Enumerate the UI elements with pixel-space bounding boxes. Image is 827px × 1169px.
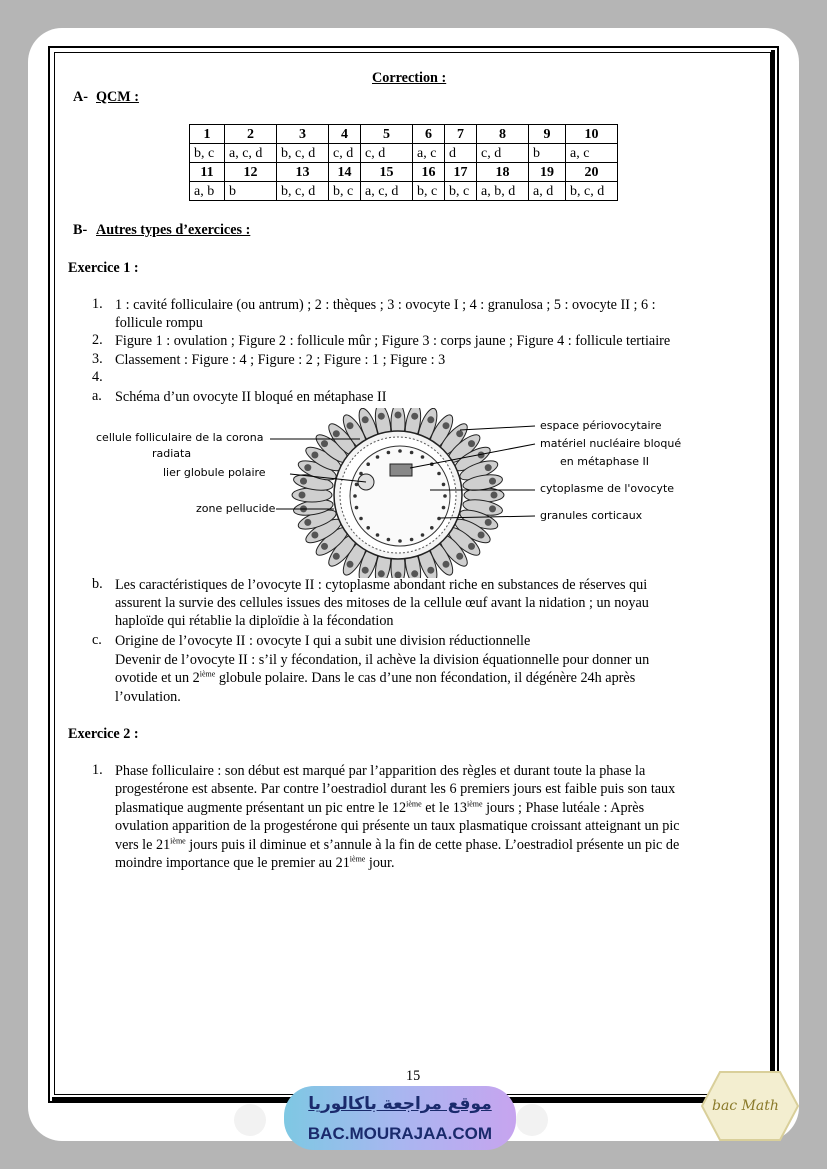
cortical-granule xyxy=(430,526,434,530)
qcm-num: 17 xyxy=(445,163,477,182)
corona-cell-nucleus xyxy=(489,505,496,512)
cortical-granule xyxy=(421,455,425,459)
footer-logo-left xyxy=(234,1104,266,1136)
qcm-answer: b, c xyxy=(445,182,477,201)
footer-arabic-text[interactable]: موقع مراجعة باكالوريا xyxy=(308,1094,492,1114)
qcm-header-row-1 xyxy=(190,125,618,144)
qcm-num: 15 xyxy=(361,163,413,182)
qcm-num: 14 xyxy=(329,163,361,182)
cortical-granule xyxy=(376,455,380,459)
corona-cell-nucleus xyxy=(321,543,328,550)
section-b-title: Autres types d’exercices : xyxy=(96,222,251,238)
corona-cell-nucleus xyxy=(489,478,496,485)
cortical-granule xyxy=(366,526,370,530)
frame-shadow-right xyxy=(771,50,775,1101)
corona-cell-nucleus xyxy=(395,412,402,419)
qcm-header-row-2 xyxy=(190,163,618,182)
text-part: plasmatique augmente présentant un pic entre le 12 xyxy=(115,800,407,816)
exercise-2-title: Exercice 2 : xyxy=(68,726,139,742)
qcm-answer-row-1 xyxy=(190,144,618,163)
list-number: 2. xyxy=(92,332,103,348)
list-letter: c. xyxy=(92,632,102,648)
list-number: 1. xyxy=(92,762,103,778)
section-b-label: B- xyxy=(73,222,88,238)
corona-cell-nucleus xyxy=(378,413,385,420)
corona-cell-nucleus xyxy=(333,553,340,560)
text-part: jour. xyxy=(365,855,395,871)
ex1-item1-line2: follicule rompu xyxy=(115,315,203,331)
qcm-answer: c, d xyxy=(329,144,361,163)
qcm-answer-row-2 xyxy=(190,182,618,201)
qcm-num: 13 xyxy=(277,163,329,182)
ex2-line6 xyxy=(115,854,395,873)
cortical-granule xyxy=(398,449,402,453)
qcm-num: 10 xyxy=(566,125,618,144)
qcm-answer: a, c, d xyxy=(361,182,413,201)
text-part: jours ; Phase lutéale : Après xyxy=(482,800,645,816)
cortical-granule xyxy=(387,451,391,455)
ex2-line5 xyxy=(115,836,679,855)
cortical-granule xyxy=(366,462,370,466)
qcm-num: 7 xyxy=(445,125,477,144)
cortical-granule xyxy=(437,517,441,521)
corona-cell-nucleus xyxy=(347,422,354,429)
corona-cell-nucleus xyxy=(443,561,450,568)
qcm-answer: b, c, d xyxy=(277,144,329,163)
ex1-item-a: Schéma d’un ovocyte II bloqué en métaphase II xyxy=(115,389,387,405)
metaphase-spindle xyxy=(390,464,412,476)
qcm-answer: a, c xyxy=(413,144,445,163)
corona-cell-nucleus xyxy=(304,519,311,526)
corona-cell-nucleus xyxy=(427,416,434,423)
corona-cell-nucleus xyxy=(491,492,498,499)
superscript: ième xyxy=(406,799,422,809)
label-espace: espace périovocytaire xyxy=(540,419,662,432)
ex1-item-c-line4: l’ovulation. xyxy=(115,689,181,705)
ex2-line3 xyxy=(115,799,644,818)
corona-cell-nucleus xyxy=(311,452,318,459)
superscript: ième xyxy=(467,799,483,809)
qcm-answer: b, c xyxy=(190,144,225,163)
page-title: Correction : xyxy=(372,70,447,86)
page-number: 15 xyxy=(406,1068,421,1084)
corona-cell-nucleus xyxy=(468,440,475,447)
ex1-item-c-line3 xyxy=(115,669,635,688)
qcm-num: 16 xyxy=(413,163,445,182)
qcm-num: 1 xyxy=(190,125,225,144)
text-part: vers le 21 xyxy=(115,837,171,853)
corona-cell-nucleus xyxy=(333,430,340,437)
qcm-num: 6 xyxy=(413,125,445,144)
corona-cell-nucleus xyxy=(321,440,328,447)
corona-cell-nucleus xyxy=(362,567,369,574)
label-globule: lier globule polaire xyxy=(163,466,266,479)
corona-cell-nucleus xyxy=(485,519,492,526)
cytoplasm xyxy=(350,446,450,546)
cortical-granule xyxy=(359,517,363,521)
qcm-answer: a, c xyxy=(566,144,618,163)
qcm-answer: b, c xyxy=(329,182,361,201)
qcm-answer: a, b xyxy=(190,182,225,201)
qcm-num: 20 xyxy=(566,163,618,182)
text-part: jours puis il diminue et s’annule à la fin de cette phase. L’oestradiol présente un pic de xyxy=(185,837,680,853)
qcm-answer: a, c, d xyxy=(225,144,277,163)
cortical-granule xyxy=(398,539,402,543)
label-corona-2: radiata xyxy=(152,447,192,460)
corona-cell-nucleus xyxy=(347,561,354,568)
text-part: moindre importance que le premier au 21 xyxy=(115,855,350,871)
corona-cell-nucleus xyxy=(299,492,306,499)
corona-cell-nucleus xyxy=(304,464,311,471)
cortical-granule xyxy=(376,533,380,537)
qcm-answer: b, c xyxy=(413,182,445,201)
list-letter: a. xyxy=(92,388,102,404)
label-corona-1: cellule folliculaire de la corona xyxy=(96,431,264,444)
corona-cell-nucleus xyxy=(443,422,450,429)
qcm-answer: c, d xyxy=(477,144,529,163)
corona-cell-nucleus xyxy=(485,464,492,471)
corona-cell-nucleus xyxy=(478,532,485,539)
qcm-answer: c, d xyxy=(361,144,413,163)
qcm-num: 19 xyxy=(529,163,566,182)
label-pellucide: zone pellucide xyxy=(196,502,276,515)
ex1-item1-line1: 1 : cavité folliculaire (ou antrum) ; 2 : thèques ; 3 : ovocyte I ; 4 : granulosa ; 5 : ovocyte II ; 6 : xyxy=(115,297,656,313)
cortical-granule xyxy=(353,494,357,498)
section-a-title: QCM : xyxy=(96,89,139,105)
cortical-granule xyxy=(387,538,391,542)
qcm-table xyxy=(189,124,618,201)
cortical-granule xyxy=(421,533,425,537)
cortical-granule xyxy=(410,538,414,542)
superscript: ième xyxy=(170,836,186,846)
qcm-num: 4 xyxy=(329,125,361,144)
cortical-granule xyxy=(443,494,447,498)
cortical-granule xyxy=(442,483,446,487)
qcm-num: 5 xyxy=(361,125,413,144)
corona-cell-nucleus xyxy=(362,416,369,423)
list-number: 3. xyxy=(92,351,103,367)
qcm-answer: b xyxy=(225,182,277,201)
footer-site-link[interactable]: BAC.MOURAJAA.COM xyxy=(307,1124,493,1143)
ex1-item2: Figure 1 : ovulation ; Figure 2 : follicule mûr ; Figure 3 : corps jaune ; Figure 4 : follicule tertiaire xyxy=(115,333,671,349)
ex2-line1: Phase folliculaire : son début est marqué par l’apparition des règles et durant toute la phase la xyxy=(115,763,646,779)
corona-cell-nucleus xyxy=(300,478,307,485)
ex1-item-b-line2: assurent la survie des cellules issues des mitoses de la cellule œuf avant la nidation ; un noyau xyxy=(115,595,649,611)
footer-logo-right xyxy=(516,1104,548,1136)
cortical-granule xyxy=(442,506,446,510)
ex1-item-b-line3: haploïde qui rétablie la diploïdie à la fécondation xyxy=(115,613,394,629)
ex2-line2: progestérone est absente. Par contre l’oestradiol durant les 6 premiers jours est faible puis son taux xyxy=(115,781,676,797)
qcm-num: 3 xyxy=(277,125,329,144)
ex1-item-c-line2: Devenir de l’ovocyte II : s’il y fécondation, il achève la division équationnelle pour donner un xyxy=(115,652,650,668)
exercise-1-title: Exercice 1 : xyxy=(68,260,139,276)
qcm-answer: b xyxy=(529,144,566,163)
pointer-espace xyxy=(460,426,535,430)
text-part: globule polaire. Dans le cas d’une non fécondation, il dégénère 24h après xyxy=(215,670,636,686)
qcm-answer: a, b, d xyxy=(477,182,529,201)
corona-cell-nucleus xyxy=(311,532,318,539)
qcm-answer: b, c, d xyxy=(277,182,329,201)
text-part: ovotide et un 2 xyxy=(115,670,200,686)
label-materiel-1: matériel nucléaire bloqué xyxy=(540,437,682,450)
ex1-item-c-line1: Origine de l’ovocyte II : ovocyte I qui a subit une division réductionnelle xyxy=(115,633,531,649)
ex1-item-b-line1: Les caractéristiques de l’ovocyte II : cytoplasme abondant riche en substances de réserves qui xyxy=(115,577,648,593)
cortical-granule xyxy=(355,506,359,510)
qcm-num: 8 xyxy=(477,125,529,144)
cortical-granule xyxy=(410,451,414,455)
corona-cell-nucleus xyxy=(456,553,463,560)
superscript: ième xyxy=(349,854,366,864)
qcm-num: 18 xyxy=(477,163,529,182)
label-materiel-2: en métaphase II xyxy=(560,455,649,468)
cortical-granule xyxy=(437,472,441,476)
list-letter: b. xyxy=(92,576,103,592)
qcm-num: 9 xyxy=(529,125,566,144)
list-number: 1. xyxy=(92,296,103,312)
label-granules: granules corticaux xyxy=(540,509,643,522)
qcm-num: 11 xyxy=(190,163,225,182)
qcm-num: 12 xyxy=(225,163,277,182)
qcm-answer: a, d xyxy=(529,182,566,201)
corona-cell-nucleus xyxy=(411,413,418,420)
ex2-line4: ovulation apparition de la progestérone qui présente un taux plasmatique croissant atteignant un pic xyxy=(115,818,680,834)
corona-cell-nucleus xyxy=(427,567,434,574)
qcm-answer: d xyxy=(445,144,477,163)
corona-cell-nucleus xyxy=(468,543,475,550)
section-a-label: A- xyxy=(73,89,88,105)
label-cytoplasme: cytoplasme de l'ovocyte xyxy=(540,482,675,495)
list-number: 4. xyxy=(92,369,103,385)
ex1-item3: Classement : Figure : 4 ; Figure : 2 ; Figure : 1 ; Figure : 3 xyxy=(115,352,446,368)
superscript: ième xyxy=(199,669,216,679)
qcm-num: 2 xyxy=(225,125,277,144)
corona-cell-nucleus xyxy=(456,430,463,437)
text-part: et le 13 xyxy=(421,800,467,816)
bac-math-logo-text: bac Math xyxy=(712,1098,779,1114)
qcm-answer: b, c, d xyxy=(566,182,618,201)
